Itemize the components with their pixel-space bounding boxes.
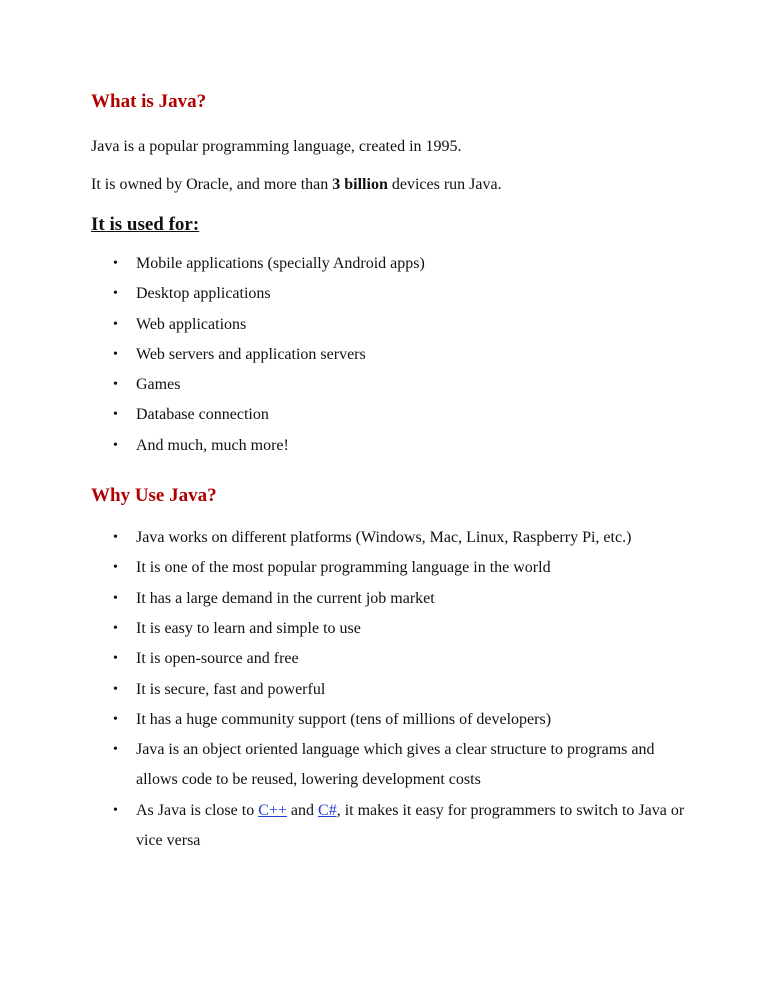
list-item [91,553,696,583]
list-item-text: It has a large demand in the current job market [136,589,435,607]
list-item-text: Database connection [136,406,269,424]
list-item [91,705,696,735]
heading-used-for: It is used for: [91,214,200,235]
bullet-icon: • [113,711,118,727]
list-item [91,279,696,309]
list-item [91,675,696,705]
list-item-text: Web servers and application servers [136,345,366,363]
bullet-icon: • [113,530,118,546]
bullet-icon: • [113,316,118,332]
list-item [91,431,696,461]
bullet-icon: • [113,620,118,636]
bullet-icon: • [113,377,118,393]
list-item [91,523,696,553]
paragraph-text: It is owned by Oracle, and more than [91,176,333,193]
list-item-text: Desktop applications [136,285,271,303]
list-item [91,735,696,796]
list-item-text: Java is an object oriented language which gives a clear structure to programs and allows code to be reused, lowering development costs [136,741,655,789]
bullet-icon: • [113,651,118,667]
link-csharp[interactable]: C# [318,801,337,819]
list-item-text: Games [136,376,181,394]
list-item-text: It is secure, fast and powerful [136,680,326,698]
list-item-text: Mobile applications (specially Android apps) [136,255,425,272]
document-content [91,88,691,856]
list-item-text: , it makes it easy for programmers to switch to Java or vice versa [136,801,685,850]
bullet-icon: • [113,560,118,576]
heading-what-is-java: What is Java? [91,91,207,112]
bullet-icon: • [113,681,118,697]
heading-why-use-java: Why Use Java? [91,485,217,507]
bold-count: 3 billion [332,176,388,193]
paragraph-text: devices run Java. [387,176,502,193]
bullet-icon: • [113,407,118,423]
list-item [91,584,696,614]
bullet-icon: • [113,256,118,271]
paragraph-java-oracle [91,174,691,196]
list-item-text: Java works on different platforms (Windows, Mac, Linux, Raspberry Pi, etc.) [136,529,632,547]
list-item-text: And much, much more! [136,436,289,454]
list-item-text: As Java is close to [136,801,259,819]
list-item [91,340,696,370]
bullet-icon: • [113,286,118,302]
list-item-text: It is open-source and free [136,650,299,668]
list-item [91,614,696,644]
list-item-text: It is easy to learn and simple to use [136,619,361,637]
list-item [91,400,696,430]
list-item [91,370,696,400]
list-why-use [91,523,691,856]
list-item-text: Web applications [136,315,247,333]
bullet-icon: • [113,742,118,758]
bullet-icon: • [113,346,118,362]
bullet-icon: • [113,437,118,453]
list-item [91,249,696,279]
bullet-icon: • [113,802,118,818]
link-cpp[interactable]: C++ [258,801,287,819]
list-item-text: and [286,801,319,819]
list-item-text: It has a huge community support (tens of millions of developers) [136,710,552,728]
paragraph-java-intro: Java is a popular programming language, created in 1995. [91,138,462,155]
list-used-for [91,249,691,461]
bullet-icon: • [113,590,118,606]
list-item [91,644,696,674]
list-item [91,310,696,340]
list-item [91,796,696,857]
list-item-text: It is one of the most popular programming language in the world [136,559,551,577]
